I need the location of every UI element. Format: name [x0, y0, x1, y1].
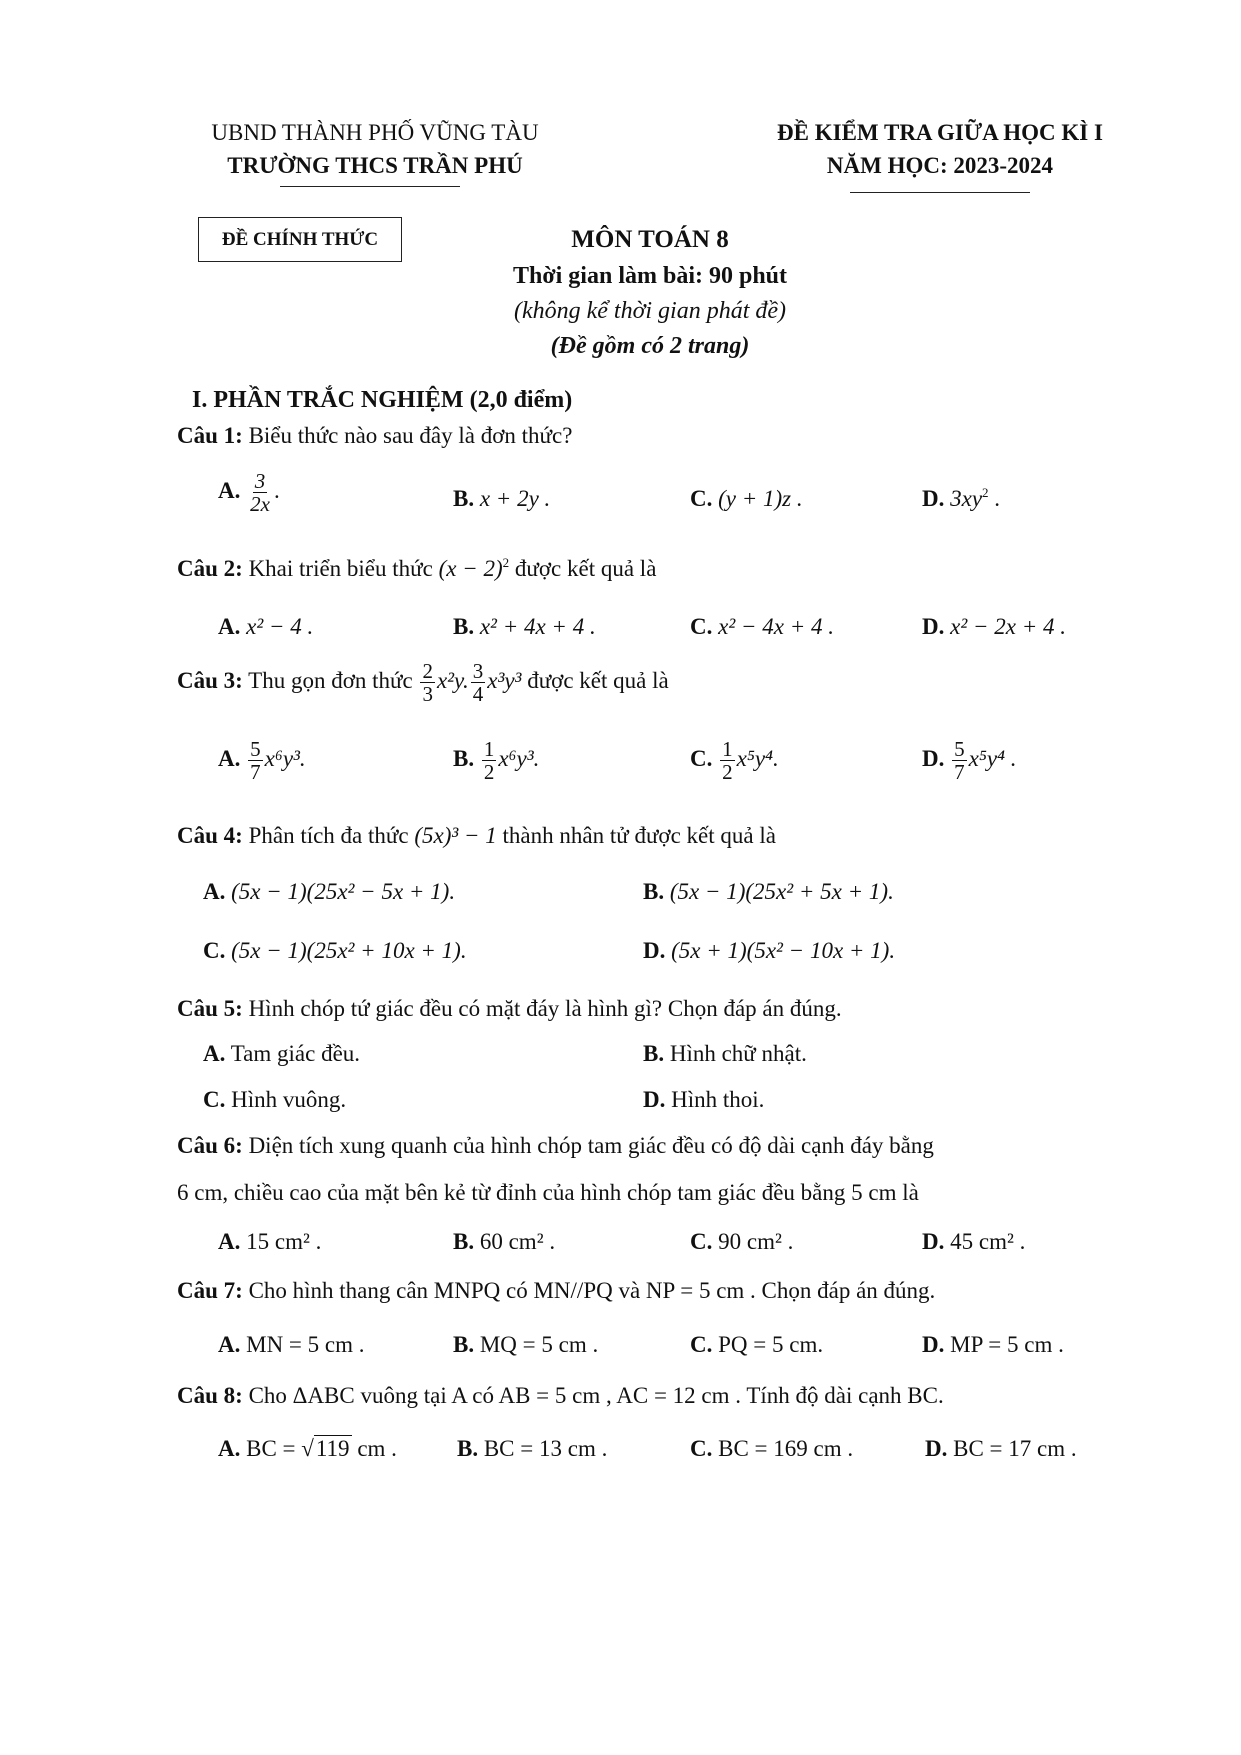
q1-option-a: A. $\frac{3}{2x}$ . [218, 469, 280, 517]
q7-option-a: A. MN = 5 cm . [218, 1332, 365, 1357]
q5-option-c: C. Hình vuông. [203, 1087, 347, 1112]
q7-option-d: D. MP = 5 cm . [922, 1332, 1064, 1357]
q4-option-a: A. (5x − 1)(25x² − 5x + 1). [203, 879, 456, 904]
duration-note: (không kể thời gian phát đề) [513, 298, 787, 324]
q2-option-d: D. x² − 2x + 4 . [922, 614, 1066, 639]
q8-option-a: A. BC = √119 cm . [218, 1436, 397, 1461]
q6-option-a: A. 15 cm² . [218, 1229, 322, 1254]
q8-option-c: C. BC = 169 cm . [690, 1436, 854, 1461]
question-3: Câu 3: Thu gọn đơn thức $\frac{2}{3}$ x²y. $\frac{3}{4}$ x³y³ được kết quả là [177, 659, 669, 707]
q4-option-c: C. (5x − 1)(25x² + 10x + 1). [203, 938, 467, 963]
q2-option-a: A. x² − 4 . [218, 614, 314, 639]
q6-option-b: B. 60 cm² . [453, 1229, 556, 1254]
duration: Thời gian làm bài: 90 phút [512, 263, 788, 289]
q8-option-b: B. BC = 13 cm . [457, 1436, 608, 1461]
question-8: Câu 8: Cho ΔABC vuông tại A có AB = 5 cm , AC = 12 cm . Tính độ dài cạnh BC. [177, 1383, 944, 1408]
school-underline [280, 186, 460, 187]
q4-option-b: B. (5x − 1)(25x² + 5x + 1). [643, 879, 894, 904]
question-5: Câu 5: Hình chóp tứ giác đều có mặt đáy là hình gì? Chọn đáp án đúng. [177, 996, 842, 1021]
q3-option-c: C. $\frac{1}{2}$ x⁵y⁴. [690, 737, 779, 785]
q5-option-b: B. Hình chữ nhật. [643, 1041, 807, 1066]
question-6: Câu 6: Diện tích xung quanh của hình chóp tam giác đều có độ dài cạnh đáy bằng [177, 1133, 934, 1158]
exam-title: ĐỀ KIỂM TRA GIỮA HỌC KÌ I [777, 120, 1103, 145]
q2-option-b: B. x² + 4x + 4 . [453, 614, 596, 639]
school-name: TRƯỜNG THCS TRẦN PHÚ [227, 153, 523, 178]
question-1: Câu 1: Biểu thức nào sau đây là đơn thức? [177, 423, 573, 448]
question-7: Câu 7: Cho hình thang cân MNPQ có MN//PQ và NP = 5 cm . Chọn đáp án đúng. [177, 1278, 936, 1303]
official-stamp: ĐỀ CHÍNH THỨC [198, 217, 402, 262]
q7-option-b: B. MQ = 5 cm . [453, 1332, 599, 1357]
q6-option-d: D. 45 cm² . [922, 1229, 1026, 1254]
school-year: NĂM HỌC: 2023-2024 [826, 153, 1054, 178]
q5-option-a: A. Tam giác đều. [203, 1041, 361, 1066]
year-underline [850, 192, 1030, 193]
question-6-line2: 6 cm, chiều cao của mặt bên kẻ từ đỉnh của hình chóp tam giác đều bằng 5 cm là [177, 1180, 919, 1205]
q7-option-c: C. PQ = 5 cm. [690, 1332, 824, 1357]
subject-title: MÔN TOÁN 8 [571, 226, 729, 253]
school-authority: UBND THÀNH PHỐ VŨNG TÀU [211, 120, 539, 145]
q6-option-c: C. 90 cm² . [690, 1229, 794, 1254]
q1-option-b: B. x + 2y . [453, 486, 551, 511]
q3-option-b: B. $\frac{1}{2}$ x⁶y³. [453, 737, 540, 785]
q1-option-c: C. (y + 1)z . [690, 486, 803, 511]
q3-option-a: A. $\frac{5}{7}$ x⁶y³. [218, 737, 306, 785]
q8-option-d: D. BC = 17 cm . [925, 1436, 1077, 1461]
page-count: (Đề gồm có 2 trang) [550, 333, 750, 359]
q1-option-d: D. $3xy^2$ . [922, 485, 1001, 511]
q5-option-d: D. Hình thoi. [643, 1087, 765, 1112]
question-2: Câu 2: Khai triển biểu thức $(x - 2)^2$ được kết quả là [177, 555, 657, 581]
q3-option-d: D. $\frac{5}{7}$ x⁵y⁴ . [922, 737, 1017, 785]
question-4: Câu 4: Phân tích đa thức (5x)³ − 1 thành nhân tử được kết quả là [177, 823, 776, 848]
q4-option-d: D. (5x + 1)(5x² − 10x + 1). [643, 938, 896, 963]
q2-option-c: C. x² − 4x + 4 . [690, 614, 834, 639]
section-title: I. PHẦN TRẮC NGHIỆM (2,0 điểm) [192, 387, 573, 413]
